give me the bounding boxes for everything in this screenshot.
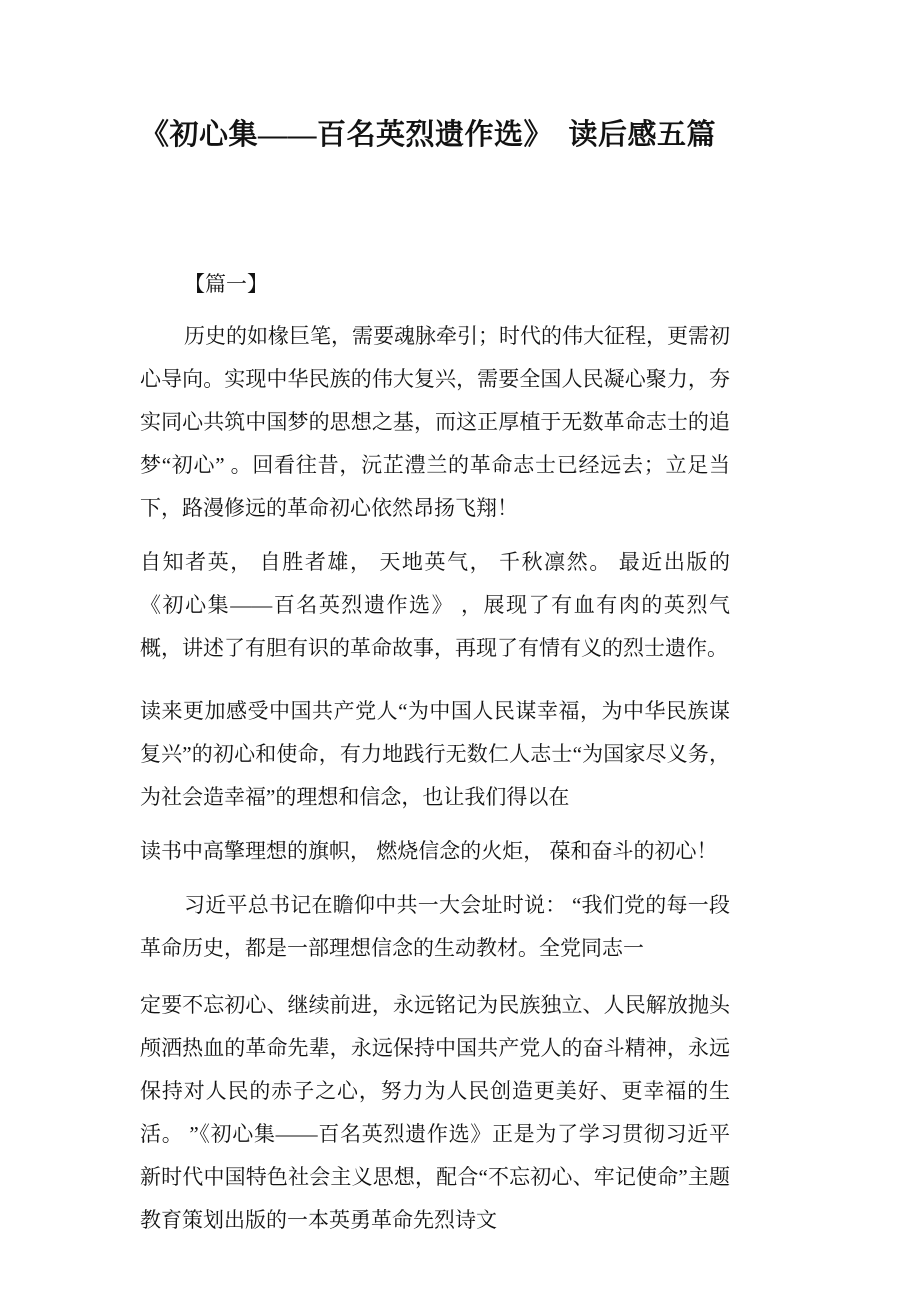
page-title: 《初心集——百名英烈遗作选》 读后感五篇 — [140, 119, 717, 151]
document-content — [140, 0, 736, 1242]
paragraph-3: 读来更加感受中国共产党人“为中国人民谋幸福，为中华民族谋复兴”的初心和使命，有力地践行无数仁人志士“为国家尽义务，为社会造幸福”的理想和信念，也让我们得以在 — [140, 699, 730, 809]
paragraph-6: 定要不忘初心、继续前进，永远铭记为民族独立、人民解放抛头颅洒热血的革命先辈，永远保持中国共产党人的奋斗精神，永远保持对人民的赤子之心，努力为人民创造更美好、更幸福的生活。 ”《初心集——百名英烈遗作选》正是为了学习贯彻习近平新时代中国特色社会主义思想，配合“不忘初心、牢记使命”主题教育策划出版的一本英勇革命先烈诗文 — [140, 993, 730, 1232]
section-tag: 【篇一】 — [184, 272, 268, 296]
paragraph-2: 自知者英， 自胜者雄， 天地英气， 千秋凛然。 最近出版的 《初心集——百名英烈遗作选》 ，展现了有血有肉的英烈气概，讲述了有胆有识的革命故事，再现了有情有义的烈士遗作。 — [140, 550, 736, 660]
spacer — [140, 530, 730, 541]
spacer — [140, 301, 730, 315]
spacer — [140, 819, 730, 830]
spacer — [140, 873, 730, 884]
paragraph-5: 习近平总书记在瞻仰中共一大会址时说： “我们党的每一段革命历史，都是一部理想信念的生动教材。全党同志一 — [140, 893, 730, 960]
paragraph-1: 历史的如椽巨笔，需要魂脉牵引；时代的伟大征程，更需初心导向。实现中华民族的伟大复兴，需要全国人民凝心聚力，夯实同心共筑中国梦的思想之基，而这正厚植于无数革命志士的追梦“初心” 。回看往昔，沅芷澧兰的革命志士已经远去；立足当下，路漫修远的革命初心依然昂扬飞翔！ — [140, 324, 730, 520]
paragraph-4: 读书中高擎理想的旗帜， 燃烧信念的火炬， 葆和奋斗的初心！ — [140, 839, 718, 863]
spacer — [140, 970, 730, 984]
spacer — [140, 670, 730, 690]
